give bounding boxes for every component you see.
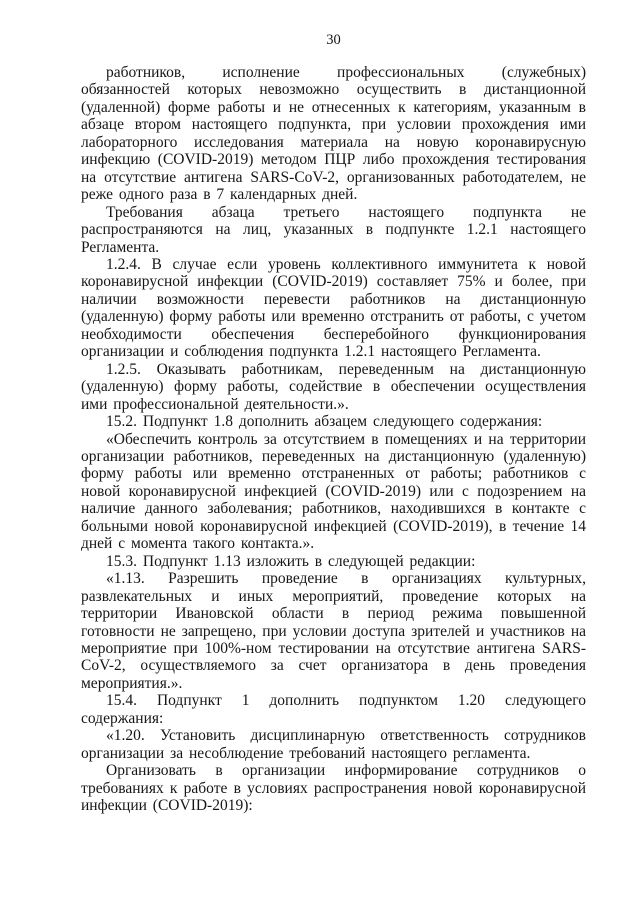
paragraph: «1.13. Разрешить проведение в организациях культурных, развлекательных и иных мероприятий, проведение которых на территории Ивановской области в период режима повышенной готовности не запрещено, при условии доступа зрителей и участников на мероприятие при 100%-ном тестировании на отсутствие антигена SARS-CoV-2, осуществляемого за счет организатора в день проведения мероприятия.». <box>81 570 586 692</box>
paragraph: работников, исполнение профессиональных (служебных) обязанностей которых невозможно осуществить в дистанционной (удаленной) форме работы и не отнесенных к категориям, указанным в абзаце втором настоящего подпункта, при условии прохождения ими лабораторного исследования материала на новую коронавирусную инфекцию (COVID-2019) методом ПЦР либо прохождения тестирования на отсутствие антигена SARS-CoV-2, организованных работодателем, не реже одного раза в 7 календарных дней. <box>81 64 586 204</box>
paragraph: 15.4. Подпункт 1 дополнить подпунктом 1.20 следующего содержания: <box>81 692 586 727</box>
paragraph: «Обеспечить контроль за отсутствием в помещениях и на территории организации работников, переведенных на дистанционную (удаленную) форму работы или временно отстраненных от работы; работников с новой коронавирусной инфекцией (COVID-2019) или с подозрением на наличие данного заболевания; работников, находившихся в контакте с больными новой коронавирусной инфекцией (COVID-2019), в течение 14 дней с момента такого контакта.». <box>81 430 586 553</box>
paragraph: «1.20. Установить дисциплинарную ответственность сотрудников организации за несоблюдение требований настоящего регламента. <box>81 727 586 762</box>
paragraph: Организовать в организации информирование сотрудников о требованиях к работе в условиях распространения новой коронавирусной инфекции (COVID-2019): <box>81 762 586 815</box>
document-text <box>81 64 586 814</box>
paragraph: 15.3. Подпункт 1.13 изложить в следующей редакции: <box>106 552 476 570</box>
page-number: 30 <box>326 32 341 48</box>
paragraph: Требования абзаца третьего настоящего подпункта не распространяются на лиц, указанных в подпункте 1.2.1 настоящего Регламента. <box>81 203 586 256</box>
paragraph: 1.2.5. Оказывать работникам, переведенным на дистанционную (удаленную) форму работы, содействие в обеспечении осуществления ими профессиональной деятельности.». <box>81 360 586 413</box>
paragraph: 1.2.4. В случае если уровень коллективного иммунитета к новой коронавирусной инфекции (COVID-2019) составляет 75% и более, при наличии возможности перевести работников на дистанционную (удаленную) форму работы или временно отстранить от работы, с учетом необходимости обеспечения бесперебойного функционирования организации и соблюдения подпункта 1.2.1 настоящего Регламента. <box>81 255 586 361</box>
paragraph: 15.2. Подпункт 1.8 дополнить абзацем следующего содержания: <box>106 413 543 431</box>
